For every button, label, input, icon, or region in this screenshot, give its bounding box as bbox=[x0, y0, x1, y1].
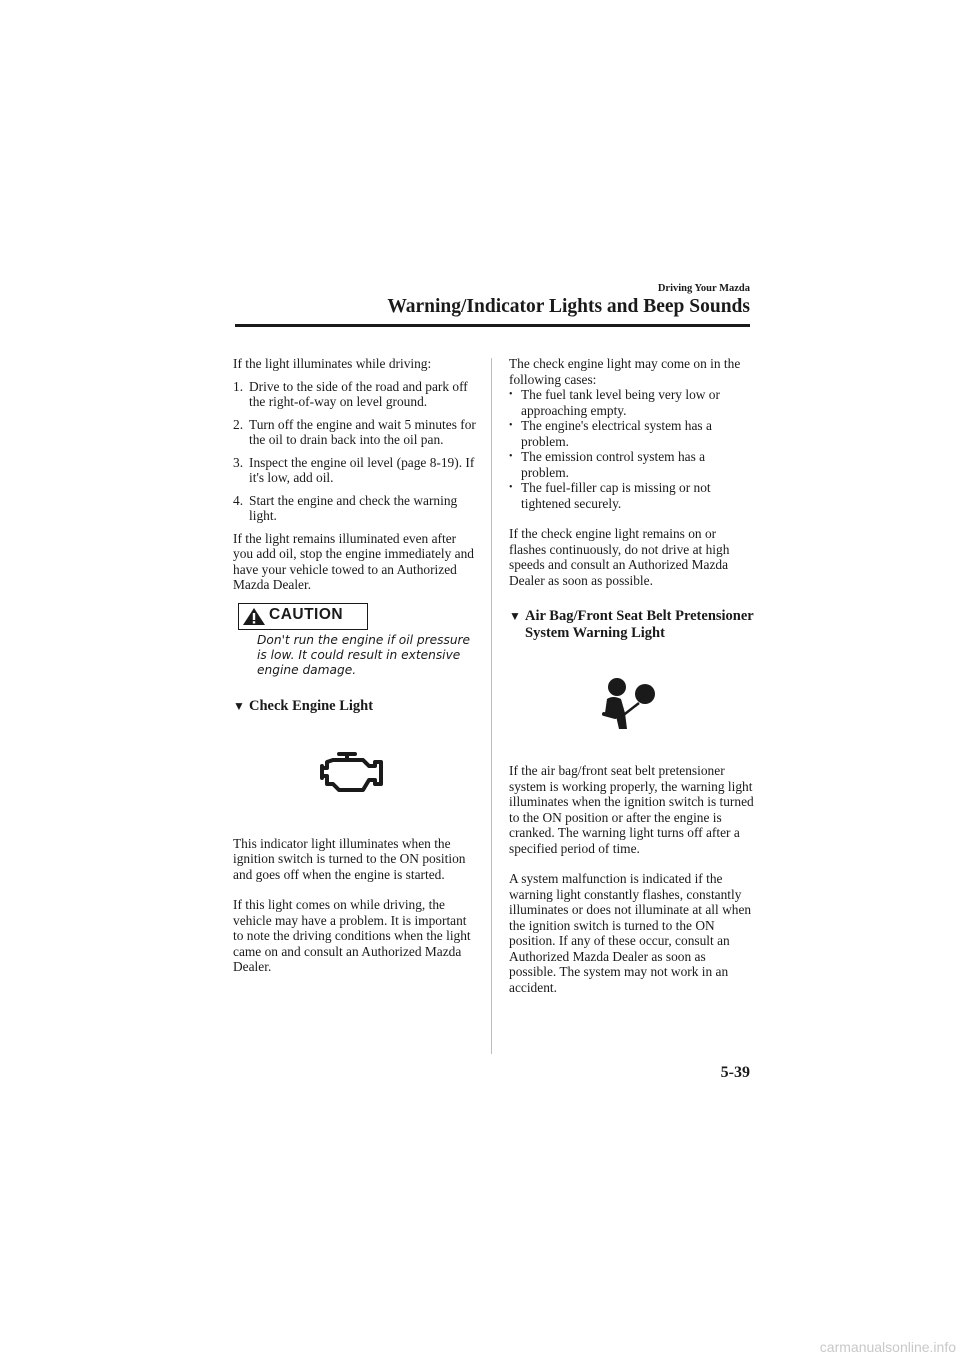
right-column bbox=[509, 356, 754, 995]
heading-text: Air Bag/Front Seat Belt Pretensioner System Warning Light bbox=[525, 608, 754, 641]
airbag-para-2: A system malfunction is indicated if the warning light constantly flashes, constantly illuminates or does not illuminate at all when the ignition switch is turned to the ON position. If any of these occur, consult an Authorized Mazda Dealer as soon as possible. The system may not work in an accident. bbox=[509, 871, 752, 995]
cases-intro: The check engine light may come on in the following cases: bbox=[509, 356, 741, 387]
watermark: carmanualsonline.info bbox=[819, 1339, 956, 1355]
bullet: • bbox=[509, 420, 513, 431]
header-rule bbox=[235, 324, 750, 327]
check-engine-para-2: If this light comes on while driving, the vehicle may have a problem. It is important to note the driving conditions when the light came on and consult an Authorized Mazda Dealer. bbox=[233, 897, 471, 974]
remains-on-text: If the check engine light remains on or flashes continuously, do not drive at high speeds and consult an Authorized Mazda Dealer as soon as possible. bbox=[509, 526, 730, 588]
list-item bbox=[233, 379, 478, 410]
caution-text: Don't run the engine if oil pressure is low. It could result in extensive engine damage. bbox=[257, 632, 471, 677]
check-engine-para-1: This indicator light illuminates when the ignition switch is turned to the ON position and goes off when the engine is started. bbox=[233, 835, 466, 882]
cases-list bbox=[509, 387, 754, 511]
list-item bbox=[509, 418, 754, 449]
list-item bbox=[509, 480, 754, 511]
case-text: The fuel tank level being very low or approaching empty. bbox=[521, 387, 720, 418]
caution-label: CAUTION bbox=[269, 605, 344, 623]
page-number: 5-39 bbox=[720, 1064, 750, 1081]
list-item bbox=[233, 455, 478, 486]
bullet: • bbox=[509, 451, 513, 462]
header-section-label: Driving Your Mazda bbox=[657, 283, 750, 294]
check-engine-icon bbox=[319, 750, 385, 796]
case-text: The engine's electrical system has a problem. bbox=[521, 418, 712, 449]
list-item bbox=[233, 493, 478, 524]
case-text: The fuel-filler cap is missing or not tightened securely. bbox=[521, 480, 711, 511]
section-marker: ▼ bbox=[233, 698, 245, 713]
step-text: Drive to the side of the road and park off the right-of-way on level ground. bbox=[249, 378, 468, 409]
page-title: Warning/Indicator Lights and Beep Sounds bbox=[387, 296, 750, 317]
section-marker: ▼ bbox=[509, 609, 521, 623]
left-column bbox=[233, 356, 478, 975]
step-number: 4. bbox=[233, 492, 244, 508]
column-divider bbox=[491, 358, 492, 1054]
bullet: • bbox=[509, 389, 513, 400]
step-number: 2. bbox=[233, 416, 244, 432]
caution-badge bbox=[238, 603, 368, 630]
warning-triangle-icon bbox=[242, 607, 266, 626]
airbag-heading bbox=[509, 608, 754, 642]
step-text: Turn off the engine and wait 5 minutes for the oil to drain back into the oil pan. bbox=[249, 416, 476, 447]
step-number: 3. bbox=[233, 454, 244, 470]
after-steps-text: If the light remains illuminated even after you add oil, stop the engine immediately and have your vehicle towed to an Authorized Mazda Dealer. bbox=[233, 530, 474, 592]
heading-text: Check Engine Light bbox=[249, 697, 374, 714]
step-number: 1. bbox=[233, 378, 244, 394]
list-item bbox=[509, 449, 754, 480]
step-text: Inspect the engine oil level (page 8-19). If it's low, add oil. bbox=[249, 454, 475, 485]
list-item bbox=[233, 417, 478, 448]
case-text: The emission control system has a problem. bbox=[521, 449, 706, 480]
intro-text: If the light illuminates while driving: bbox=[233, 356, 432, 371]
check-engine-heading bbox=[233, 698, 478, 715]
list-item bbox=[509, 387, 754, 418]
step-text: Start the engine and check the warning light. bbox=[249, 492, 458, 523]
bullet: • bbox=[509, 482, 513, 493]
airbag-para-1: If the air bag/front seat belt pretensioner system is working properly, the warning light illuminates when the ignition switch is turned to the ON position or after the engine is cranked. The warning light turns off after a specified period of time. bbox=[509, 763, 754, 856]
airbag-warning-icon bbox=[599, 677, 657, 733]
